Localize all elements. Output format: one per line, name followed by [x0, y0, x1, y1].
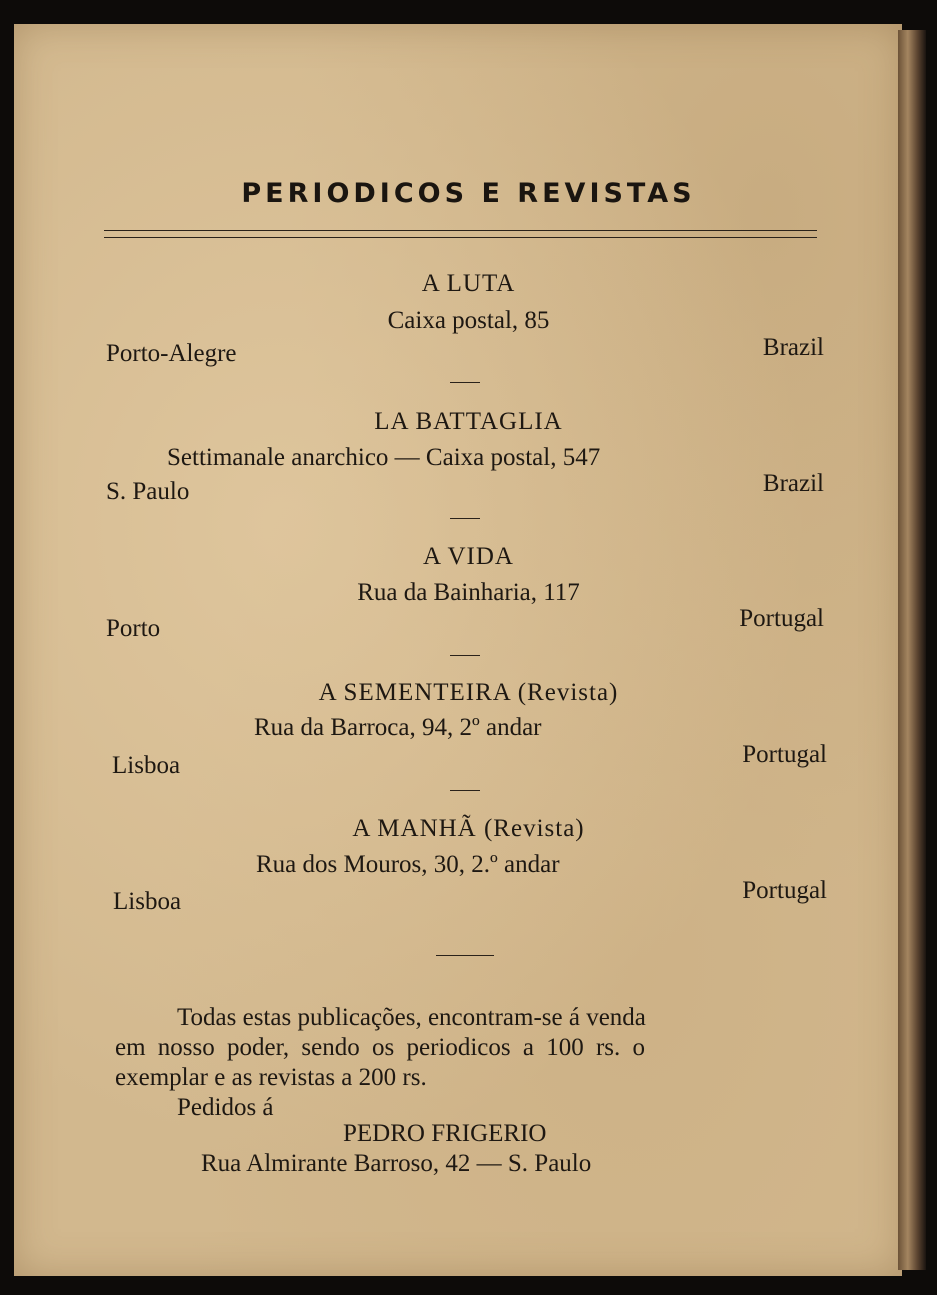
- periodical-name: A MANHÃ (Revista): [352, 815, 585, 842]
- entry-separator: [450, 518, 480, 519]
- periodical-name: LA BATTAGLIA: [374, 408, 563, 435]
- periodical-address: Settimanale anarchico — Caixa postal, 547: [167, 444, 601, 471]
- periodical-country: Brazil: [762, 334, 824, 361]
- periodical-city: Lisboa: [113, 888, 182, 915]
- periodical-country: Brazil: [762, 470, 824, 497]
- periodical-city: Lisboa: [112, 752, 181, 779]
- periodical-address: Rua da Barroca, 94, 2º andar: [254, 714, 542, 741]
- notice-line-3: exemplar e as revistas a 200 rs.: [115, 1064, 427, 1091]
- periodical-address: Rua dos Mouros, 30, 2.º andar: [256, 851, 560, 878]
- notice-line-1: Todas estas publicações, encontram-se á venda: [177, 1004, 646, 1031]
- entry-separator: [450, 655, 480, 656]
- page-title: PERIODICOS E REVISTAS: [241, 178, 696, 209]
- section-separator: [436, 955, 494, 956]
- orders-label: Pedidos á: [177, 1094, 274, 1121]
- periodical-name: A VIDA: [423, 543, 514, 570]
- contact-name: PEDRO FRIGERIO: [343, 1120, 547, 1147]
- periodical-country: Portugal: [742, 741, 827, 768]
- notice-line-2: em nosso poder, sendo os periodicos a 100 rs. o: [115, 1034, 646, 1061]
- periodical-city: S. Paulo: [106, 478, 190, 505]
- periodical-name: A SEMENTEIRA (Revista): [318, 679, 619, 706]
- periodical-country: Portugal: [742, 877, 827, 904]
- entry-separator: [450, 382, 480, 383]
- periodical-name: A LUTA: [421, 270, 516, 297]
- title-rule-bottom: [104, 237, 817, 238]
- book-edge: [898, 30, 926, 1270]
- entry-separator: [450, 790, 480, 791]
- periodical-city: Porto-Alegre: [106, 340, 237, 367]
- periodical-country: Portugal: [739, 605, 824, 632]
- contact-address: Rua Almirante Barroso, 42 — S. Paulo: [201, 1150, 592, 1177]
- title-rule-top: [104, 230, 817, 231]
- periodical-city: Porto: [106, 615, 161, 642]
- periodical-address: Caixa postal, 85: [387, 307, 550, 334]
- periodical-address: Rua da Bainharia, 117: [357, 579, 580, 606]
